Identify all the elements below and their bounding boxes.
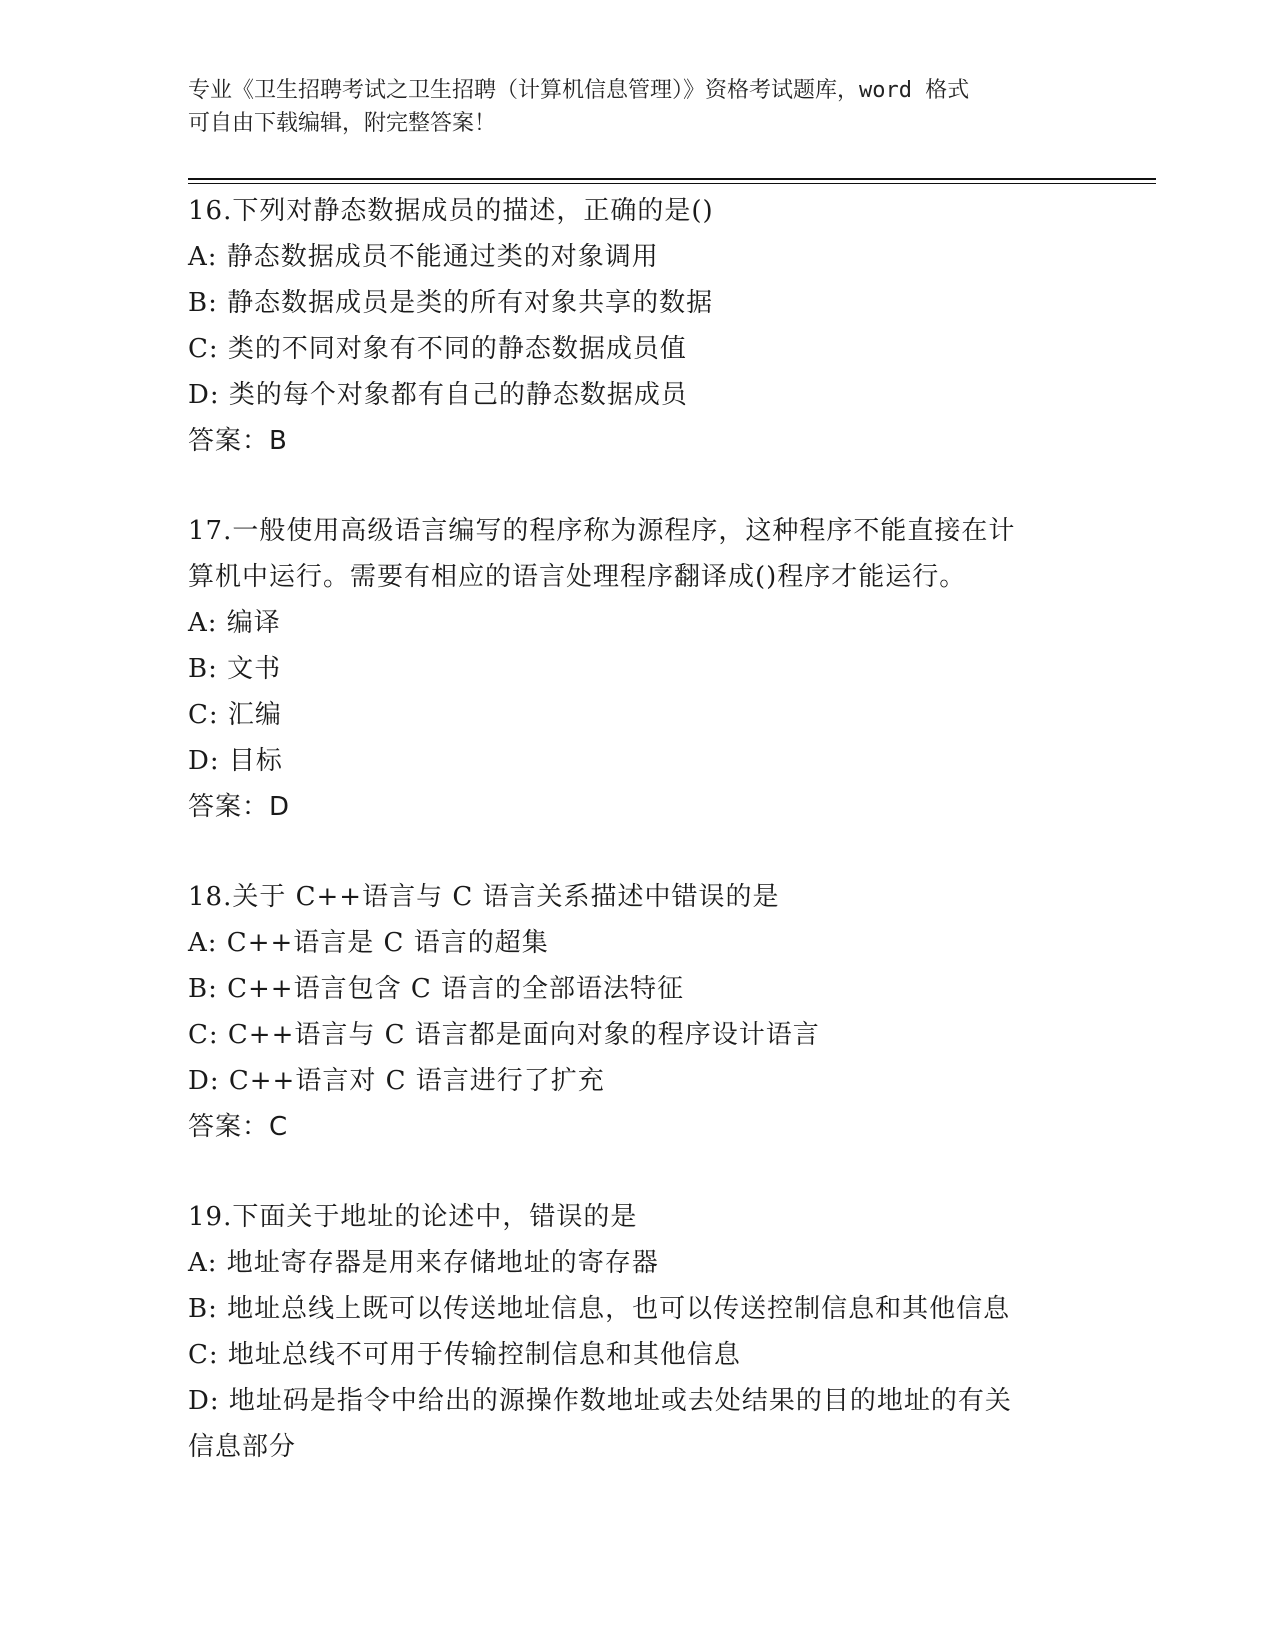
option-b: B: C++语言包含 C 语言的全部语法特征 <box>188 974 685 1004</box>
question-17 <box>188 508 1088 830</box>
answer: 答案：D <box>188 792 291 822</box>
header-divider-thin <box>188 183 1156 184</box>
option-d: D: C++语言对 C 语言进行了扩充 <box>188 1066 605 1096</box>
question-18 <box>188 874 1088 1150</box>
question-stem: 16.下列对静态数据成员的描述，正确的是() <box>188 196 714 226</box>
question-stem: 19.下面关于地址的论述中，错误的是 <box>188 1202 638 1232</box>
question-stem-continued: 算机中运行。需要有相应的语言处理程序翻译成()程序才能运行。 <box>188 562 967 592</box>
document-header <box>188 74 1088 140</box>
header-divider-thick <box>188 178 1156 180</box>
option-c: C: C++语言与 C 语言都是面向对象的程序设计语言 <box>188 1020 820 1050</box>
answer: 答案：B <box>188 426 288 456</box>
option-c: C: 类的不同对象有不同的静态数据成员值 <box>188 334 687 364</box>
option-b: B: 静态数据成员是类的所有对象共享的数据 <box>188 288 714 318</box>
option-b: B: 文书 <box>188 654 282 684</box>
option-d: D: 类的每个对象都有自己的静态数据成员 <box>188 380 688 410</box>
option-b: B: 地址总线上既可以传送地址信息，也可以传送控制信息和其他信息 <box>188 1294 1011 1324</box>
answer: 答案：C <box>188 1112 289 1142</box>
question-stem: 18.关于 C++语言与 C 语言关系描述中错误的是 <box>188 882 780 912</box>
question-stem: 17.一般使用高级语言编写的程序称为源程序，这种程序不能直接在计 <box>188 516 1016 546</box>
header-line-1: 专业《卫生招聘考试之卫生招聘（计算机信息管理）》资格考试题库，word 格式 <box>188 78 970 103</box>
question-19 <box>188 1194 1088 1470</box>
option-a: A: 编译 <box>188 608 281 638</box>
question-16 <box>188 188 1088 464</box>
option-c: C: 地址总线不可用于传输控制信息和其他信息 <box>188 1340 741 1370</box>
option-c: C: 汇编 <box>188 700 282 730</box>
option-d-continued: 信息部分 <box>188 1432 297 1462</box>
option-d: D: 目标 <box>188 746 283 776</box>
option-a: A: C++语言是 C 语言的超集 <box>188 928 549 958</box>
option-d: D: 地址码是指令中给出的源操作数地址或去处结果的目的地址的有关 <box>188 1386 1012 1416</box>
option-a: A: 静态数据成员不能通过类的对象调用 <box>188 242 659 272</box>
option-a: A: 地址寄存器是用来存储地址的寄存器 <box>188 1248 659 1278</box>
header-line-2: 可自由下载编辑，附完整答案！ <box>188 111 497 136</box>
